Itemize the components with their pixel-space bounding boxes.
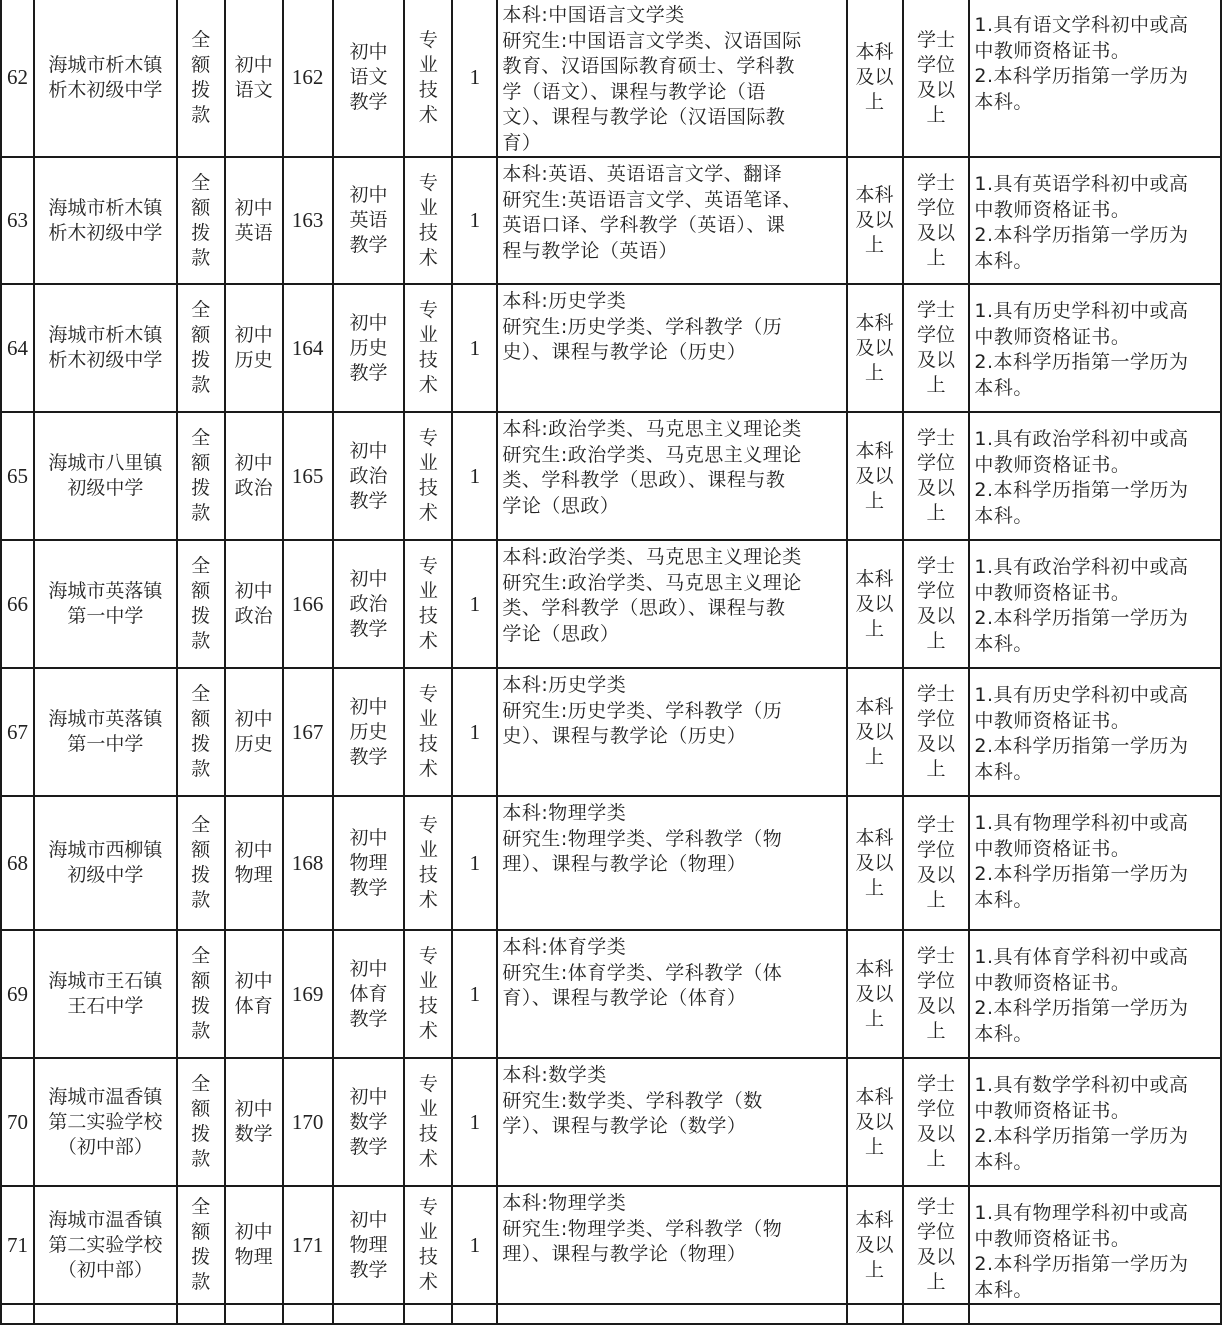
school-name-cell: 海城市西柳镇 初级中学 — [34, 796, 177, 930]
education-requirement-cell: 本科 及以 上 — [847, 157, 903, 284]
education-requirement-cell: 本科 及以 上 — [847, 0, 903, 157]
major-requirements-cell: 本科:体育学类 研究生:体育学类、学科教学（体 育）、课程与教学论（体育） — [497, 930, 846, 1058]
education-requirement-cell: 本科 及以 上 — [847, 412, 903, 540]
empty-cell — [497, 1304, 846, 1324]
position-code-cell: 171 — [283, 1186, 333, 1304]
position-category-cell: 专 业 技 术 — [404, 540, 452, 668]
major-requirements-cell: 本科:政治学类、马克思主义理论类 研究生:政治学类、马克思主义理论 类、学科教学（思政）、课程与教 学论（思政） — [497, 540, 846, 668]
position-category-cell: 专 业 技 术 — [404, 1058, 452, 1186]
major-requirements-cell: 本科:政治学类、马克思主义理论类 研究生:政治学类、马克思主义理论 类、学科教学（思政）、课程与教 学论（思政） — [497, 412, 846, 540]
degree-requirement-cell: 学士 学位 及以 上 — [903, 668, 970, 796]
funding-type-cell: 全 额 拨 款 — [177, 668, 225, 796]
table-row — [1, 796, 1221, 930]
position-category-cell: 专 业 技 术 — [404, 0, 452, 157]
school-name-cell: 海城市八里镇 初级中学 — [34, 412, 177, 540]
degree-requirement-cell: 学士 学位 及以 上 — [903, 284, 970, 412]
hiring-count-cell: 1 — [452, 284, 497, 412]
row-number-cell: 69 — [1, 930, 34, 1058]
funding-type-cell: 全 额 拨 款 — [177, 157, 225, 284]
funding-type-cell: 全 额 拨 款 — [177, 1058, 225, 1186]
hiring-count-cell: 1 — [452, 0, 497, 157]
row-number-cell: 68 — [1, 796, 34, 930]
row-number-cell: 66 — [1, 540, 34, 668]
degree-requirement-cell: 学士 学位 及以 上 — [903, 412, 970, 540]
education-requirement-cell: 本科 及以 上 — [847, 284, 903, 412]
position-category-cell: 专 业 技 术 — [404, 284, 452, 412]
school-name-cell: 海城市温香镇 第二实验学校 （初中部） — [34, 1186, 177, 1304]
position-name-cell: 初中 数学 教学 — [333, 1058, 405, 1186]
funding-type-cell: 全 额 拨 款 — [177, 796, 225, 930]
education-requirement-cell: 本科 及以 上 — [847, 1186, 903, 1304]
empty-cell — [969, 1304, 1221, 1324]
position-category-cell: 专 业 技 术 — [404, 412, 452, 540]
degree-requirement-cell: 学士 学位 及以 上 — [903, 1186, 970, 1304]
row-number-cell: 65 — [1, 412, 34, 540]
subject-cell: 初中 数学 — [225, 1058, 283, 1186]
table-row-partial — [1, 1304, 1221, 1324]
table-row — [1, 1186, 1221, 1304]
funding-type-cell: 全 额 拨 款 — [177, 412, 225, 540]
position-code-cell: 166 — [283, 540, 333, 668]
major-requirements-cell: 本科:物理学类 研究生:物理学类、学科教学（物 理）、课程与教学论（物理） — [497, 1186, 846, 1304]
position-name-cell: 初中 英语 教学 — [333, 157, 405, 284]
education-requirement-cell: 本科 及以 上 — [847, 668, 903, 796]
empty-cell — [452, 1304, 497, 1324]
empty-cell — [34, 1304, 177, 1324]
empty-cell — [404, 1304, 452, 1324]
table-row — [1, 540, 1221, 668]
subject-cell: 初中 体育 — [225, 930, 283, 1058]
other-requirements-cell: 1.具有历史学科初中或高 中教师资格证书。 2.本科学历指第一学历为 本科。 — [969, 668, 1221, 796]
row-number-cell: 71 — [1, 1186, 34, 1304]
position-code-cell: 170 — [283, 1058, 333, 1186]
position-name-cell: 初中 政治 教学 — [333, 412, 405, 540]
other-requirements-cell: 1.具有英语学科初中或高 中教师资格证书。 2.本科学历指第一学历为 本科。 — [969, 157, 1221, 284]
major-requirements-cell: 本科:历史学类 研究生:历史学类、学科教学（历 史）、课程与教学论（历史） — [497, 284, 846, 412]
hiring-count-cell: 1 — [452, 1058, 497, 1186]
table-row — [1, 1058, 1221, 1186]
school-name-cell: 海城市王石镇 王石中学 — [34, 930, 177, 1058]
degree-requirement-cell: 学士 学位 及以 上 — [903, 0, 970, 157]
funding-type-cell: 全 额 拨 款 — [177, 0, 225, 157]
school-name-cell: 海城市英落镇 第一中学 — [34, 540, 177, 668]
position-name-cell: 初中 政治 教学 — [333, 540, 405, 668]
position-name-cell: 初中 物理 教学 — [333, 1186, 405, 1304]
subject-cell: 初中 历史 — [225, 284, 283, 412]
empty-cell — [903, 1304, 970, 1324]
major-requirements-cell: 本科:物理学类 研究生:物理学类、学科教学（物 理）、课程与教学论（物理） — [497, 796, 846, 930]
empty-cell — [333, 1304, 405, 1324]
position-code-cell: 169 — [283, 930, 333, 1058]
hiring-count-cell: 1 — [452, 540, 497, 668]
position-code-cell: 163 — [283, 157, 333, 284]
hiring-count-cell: 1 — [452, 1186, 497, 1304]
empty-cell — [225, 1304, 283, 1324]
other-requirements-cell: 1.具有物理学科初中或高 中教师资格证书。 2.本科学历指第一学历为 本科。 — [969, 1186, 1221, 1304]
education-requirement-cell: 本科 及以 上 — [847, 930, 903, 1058]
degree-requirement-cell: 学士 学位 及以 上 — [903, 157, 970, 284]
table-row — [1, 668, 1221, 796]
hiring-count-cell: 1 — [452, 930, 497, 1058]
position-name-cell: 初中 体育 教学 — [333, 930, 405, 1058]
subject-cell: 初中 政治 — [225, 540, 283, 668]
school-name-cell: 海城市析木镇 析木初级中学 — [34, 284, 177, 412]
funding-type-cell: 全 额 拨 款 — [177, 284, 225, 412]
position-category-cell: 专 业 技 术 — [404, 668, 452, 796]
hiring-count-cell: 1 — [452, 412, 497, 540]
funding-type-cell: 全 额 拨 款 — [177, 1186, 225, 1304]
position-name-cell: 初中 语文 教学 — [333, 0, 405, 157]
degree-requirement-cell: 学士 学位 及以 上 — [903, 796, 970, 930]
other-requirements-cell: 1.具有物理学科初中或高 中教师资格证书。 2.本科学历指第一学历为 本科。 — [969, 796, 1221, 930]
other-requirements-cell: 1.具有数学学科初中或高 中教师资格证书。 2.本科学历指第一学历为 本科。 — [969, 1058, 1221, 1186]
funding-type-cell: 全 额 拨 款 — [177, 930, 225, 1058]
funding-type-cell: 全 额 拨 款 — [177, 540, 225, 668]
row-number-cell: 64 — [1, 284, 34, 412]
empty-cell — [1, 1304, 34, 1324]
row-number-cell: 67 — [1, 668, 34, 796]
subject-cell: 初中 政治 — [225, 412, 283, 540]
empty-cell — [283, 1304, 333, 1324]
table-row — [1, 930, 1221, 1058]
table-row — [1, 412, 1221, 540]
position-category-cell: 专 业 技 术 — [404, 930, 452, 1058]
school-name-cell: 海城市英落镇 第一中学 — [34, 668, 177, 796]
table-body — [1, 0, 1221, 1324]
position-category-cell: 专 业 技 术 — [404, 1186, 452, 1304]
position-name-cell: 初中 历史 教学 — [333, 668, 405, 796]
row-number-cell: 63 — [1, 157, 34, 284]
education-requirement-cell: 本科 及以 上 — [847, 1058, 903, 1186]
subject-cell: 初中 语文 — [225, 0, 283, 157]
major-requirements-cell: 本科:数学类 研究生:数学类、学科教学（数 学）、课程与教学论（数学） — [497, 1058, 846, 1186]
school-name-cell: 海城市温香镇 第二实验学校 （初中部） — [34, 1058, 177, 1186]
other-requirements-cell: 1.具有体育学科初中或高 中教师资格证书。 2.本科学历指第一学历为 本科。 — [969, 930, 1221, 1058]
subject-cell: 初中 物理 — [225, 1186, 283, 1304]
education-requirement-cell: 本科 及以 上 — [847, 540, 903, 668]
school-name-cell: 海城市析木镇 析木初级中学 — [34, 157, 177, 284]
subject-cell: 初中 英语 — [225, 157, 283, 284]
row-number-cell: 62 — [1, 0, 34, 157]
school-name-cell: 海城市析木镇 析木初级中学 — [34, 0, 177, 157]
major-requirements-cell: 本科:中国语言文学类 研究生:中国语言文学类、汉语国际 教育、汉语国际教育硕士、学科教 学（语文）、课程与教学论（语 文）、课程与教学论（汉语国际教 育） — [497, 0, 846, 157]
major-requirements-cell: 本科:历史学类 研究生:历史学类、学科教学（历 史）、课程与教学论（历史） — [497, 668, 846, 796]
other-requirements-cell: 1.具有政治学科初中或高 中教师资格证书。 2.本科学历指第一学历为 本科。 — [969, 540, 1221, 668]
position-code-cell: 167 — [283, 668, 333, 796]
education-requirement-cell: 本科 及以 上 — [847, 796, 903, 930]
hiring-count-cell: 1 — [452, 796, 497, 930]
other-requirements-cell: 1.具有政治学科初中或高 中教师资格证书。 2.本科学历指第一学历为 本科。 — [969, 412, 1221, 540]
empty-cell — [847, 1304, 903, 1324]
table-row — [1, 284, 1221, 412]
table-row — [1, 0, 1221, 157]
row-number-cell: 70 — [1, 1058, 34, 1186]
other-requirements-cell: 1.具有语文学科初中或高 中教师资格证书。 2.本科学历指第一学历为 本科。 — [969, 0, 1221, 157]
position-code-cell: 168 — [283, 796, 333, 930]
position-category-cell: 专 业 技 术 — [404, 157, 452, 284]
other-requirements-cell: 1.具有历史学科初中或高 中教师资格证书。 2.本科学历指第一学历为 本科。 — [969, 284, 1221, 412]
position-code-cell: 164 — [283, 284, 333, 412]
position-code-cell: 165 — [283, 412, 333, 540]
degree-requirement-cell: 学士 学位 及以 上 — [903, 540, 970, 668]
subject-cell: 初中 历史 — [225, 668, 283, 796]
position-name-cell: 初中 物理 教学 — [333, 796, 405, 930]
major-requirements-cell: 本科:英语、英语语言文学、翻译 研究生:英语语言文学、英语笔译、 英语口译、学科教学（英语）、课 程与教学论（英语） — [497, 157, 846, 284]
degree-requirement-cell: 学士 学位 及以 上 — [903, 930, 970, 1058]
position-code-cell: 162 — [283, 0, 333, 157]
empty-cell — [177, 1304, 225, 1324]
degree-requirement-cell: 学士 学位 及以 上 — [903, 1058, 970, 1186]
table-row — [1, 157, 1221, 284]
hiring-count-cell: 1 — [452, 668, 497, 796]
position-category-cell: 专 业 技 术 — [404, 796, 452, 930]
subject-cell: 初中 物理 — [225, 796, 283, 930]
hiring-count-cell: 1 — [452, 157, 497, 284]
position-name-cell: 初中 历史 教学 — [333, 284, 405, 412]
